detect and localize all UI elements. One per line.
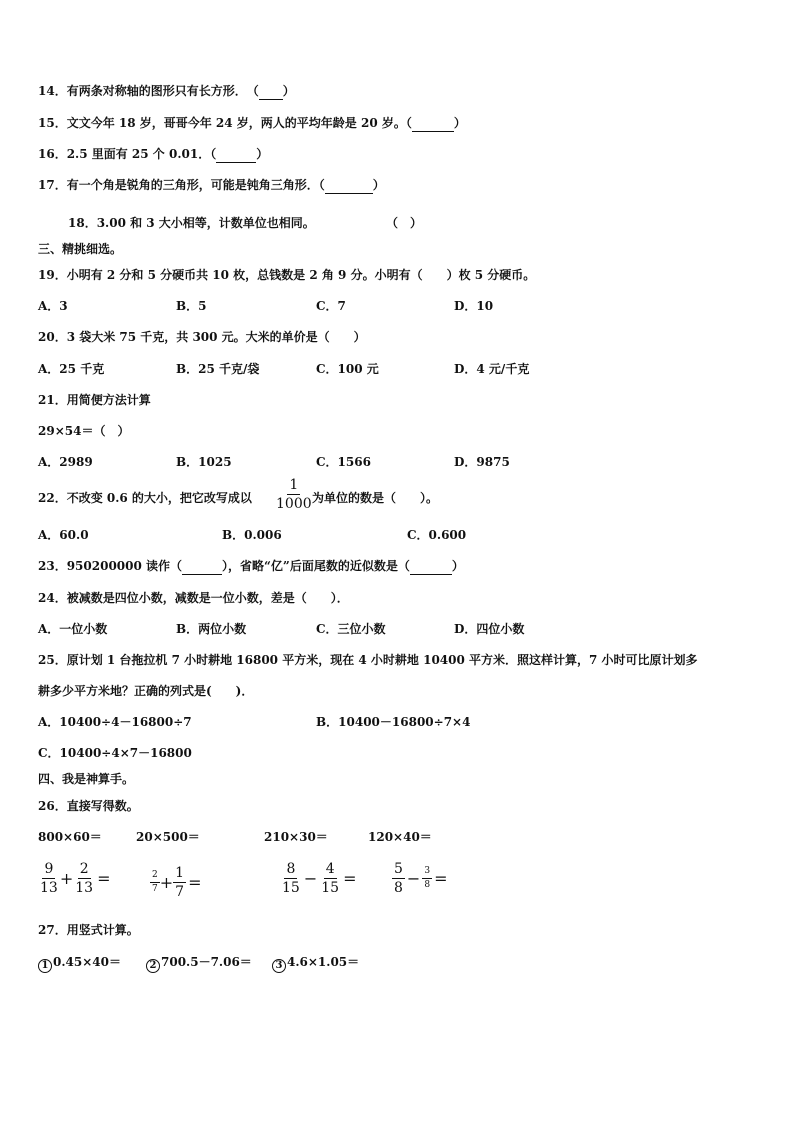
question-27-stem: 27．用竖式计算。 (38, 923, 139, 937)
calc-item: 20×500＝ (136, 830, 200, 844)
answer-blank[interactable] (182, 558, 222, 575)
option-d[interactable]: D．9875 (454, 455, 510, 469)
question-15-text: 15．文文今年 18 岁，哥哥今年 24 岁，两人的平均年龄是 20 岁。（ (38, 116, 412, 130)
option-b[interactable]: B．0.006 (222, 528, 282, 542)
fraction-expression: $\frac{9}{13}$ + $\frac{2}{13}$ = (40, 861, 111, 896)
fraction: $\frac{3}{8}$ (424, 866, 431, 890)
question-17: 17．有一个角是锐角的三角形，可能是钝角三角形．（ ） (38, 178, 385, 192)
option-c[interactable]: C．10400÷4×7－16800 (38, 746, 192, 760)
calc-item: 800×60＝ (38, 830, 102, 844)
fraction-one-thousandth: $\frac{1}{1000}$ (276, 477, 312, 512)
option-c[interactable]: C．7 (316, 299, 346, 313)
question-26-stem: 26．直接写得数。 (38, 799, 139, 813)
question-18-text: 18．3.00 和 3 大小相等，计数单位也相同。 (68, 216, 315, 230)
option-b[interactable]: B．10400－16800÷7×4 (316, 715, 471, 729)
option-a[interactable]: A．2989 (38, 455, 93, 469)
question-19-stem: 19．小明有 2 分和 5 分硬币共 10 枚，总钱数是 2 角 9 分。小明有（ ）枚 5 分硬币。 (38, 268, 536, 282)
option-b[interactable]: B．5 (176, 299, 207, 313)
question-17-text: 17．有一个角是锐角的三角形，可能是钝角三角形．（ (38, 178, 325, 192)
option-b[interactable]: B．1025 (176, 455, 232, 469)
question-23: 23．950200000 读作（ ），省略“亿”后面尾数的近似数是（ ） (38, 559, 464, 573)
calc-item: 120×40＝ (368, 830, 432, 844)
fraction-expression: $\frac{8}{15}$ − $\frac{4}{15}$ = (282, 861, 357, 896)
vertical-calc-2: 2 700.5－7.06＝ (146, 954, 252, 973)
answer-blank[interactable] (259, 83, 283, 100)
question-22-stem-start: 22．不改变 0.6 的大小，把它改写成以 (38, 491, 252, 505)
fraction: $\frac{9}{13}$ (40, 861, 58, 896)
option-a[interactable]: A．10400÷4－16800÷7 (38, 715, 192, 729)
question-21-expression: 29×54＝（ ） (38, 424, 130, 438)
fraction-expression: $\frac{2}{7}$ + $\frac{1}{7}$ = (152, 865, 202, 900)
option-c[interactable]: C．三位小数 (316, 622, 386, 636)
question-14: 14．有两条对称轴的图形只有长方形． （ ） (38, 84, 295, 98)
question-16-text: 16．2.5 里面有 25 个 0.01．（ (38, 147, 217, 161)
fraction: $\frac{5}{8}$ (394, 861, 403, 896)
circled-number-icon: 3 (272, 959, 286, 973)
answer-blank[interactable] (216, 146, 256, 163)
fraction-expression: $\frac{5}{8}$ − $\frac{3}{8}$ = (394, 861, 448, 896)
option-b[interactable]: B．两位小数 (176, 622, 247, 636)
question-18 (68, 215, 315, 231)
answer-blank[interactable] (412, 115, 454, 132)
fraction: $\frac{1}{7}$ (175, 865, 185, 900)
question-25-line-2: 耕多少平方米地？正确的列式是( )． (38, 684, 254, 698)
question-20-stem: 20．3 袋大米 75 千克，共 300 元。大米的单价是（ ） (38, 330, 366, 344)
option-d[interactable]: D．四位小数 (454, 622, 525, 636)
option-c[interactable]: C．1566 (316, 455, 371, 469)
vertical-calc-1: 1 0.45×40＝ (38, 954, 121, 973)
section-heading-3: 三、精挑细选。 (38, 242, 123, 256)
calc-item: 210×30＝ (264, 830, 328, 844)
option-b[interactable]: B．25 千克/袋 (176, 362, 260, 376)
option-a[interactable]: A．25 千克 (38, 362, 105, 376)
fraction: $\frac{2}{13}$ (75, 861, 94, 896)
fraction: $\frac{2}{7}$ (152, 870, 158, 894)
question-22-stem-end: 为单位的数是（ ）。 (312, 491, 439, 505)
fraction: $\frac{4}{15}$ (321, 861, 340, 896)
answer-blank[interactable] (325, 177, 373, 194)
option-d[interactable]: D．4 元/千克 (454, 362, 530, 376)
question-24-stem: 24．被减数是四位小数，减数是一位小数，差是（ ）． (38, 591, 349, 605)
option-a[interactable]: A．一位小数 (38, 622, 108, 636)
vertical-calc-3: 3 4.6×1.05＝ (272, 954, 359, 973)
circled-number-icon: 2 (146, 959, 160, 973)
option-c[interactable]: C．100 元 (316, 362, 379, 376)
question-16: 16．2.5 里面有 25 个 0.01．（ ） (38, 147, 269, 161)
question-14-text: 14．有两条对称轴的图形只有长方形． （ (38, 84, 259, 98)
option-d[interactable]: D．10 (454, 299, 494, 313)
option-a[interactable]: A．3 (38, 299, 68, 313)
question-25-line-1: 25．原计划 1 台拖拉机 7 小时耕地 16800 平方米，现在 4 小时耕地 10400 平方米．照这样计算，7 小时可比原计划多 (38, 653, 698, 667)
option-a[interactable]: A．60.0 (38, 528, 89, 542)
question-21-stem: 21．用简便方法计算 (38, 393, 151, 407)
answer-paren[interactable]: （ ） (386, 216, 423, 230)
answer-blank[interactable] (410, 558, 452, 575)
section-heading-4: 四、我是神算手。 (38, 772, 135, 786)
question-15: 15．文文今年 18 岁，哥哥今年 24 岁，两人的平均年龄是 20 岁。（ ） (38, 116, 466, 130)
circled-number-icon: 1 (38, 959, 52, 973)
option-c[interactable]: C．0.600 (407, 528, 467, 542)
fraction: $\frac{8}{15}$ (282, 861, 300, 896)
